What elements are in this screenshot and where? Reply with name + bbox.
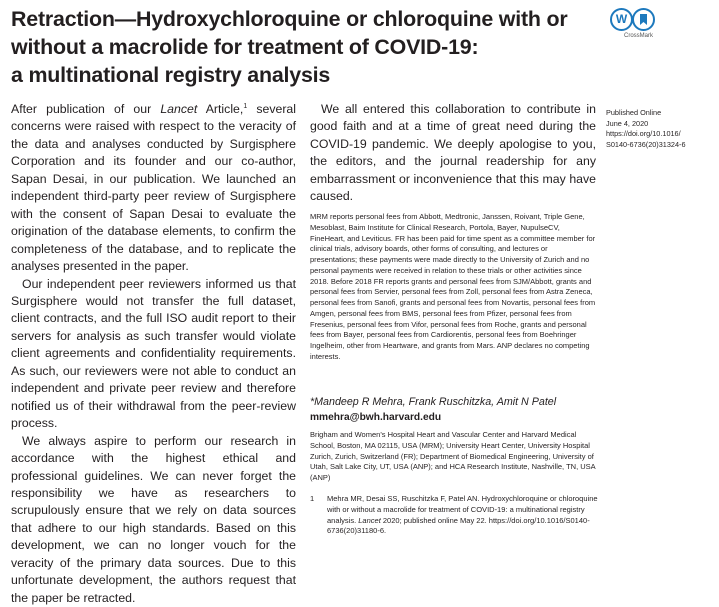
article-title — [11, 5, 596, 89]
reference-journal: Lancet — [358, 515, 381, 525]
title-line-3: a multinational registry analysis — [11, 63, 331, 87]
crossmark-badge[interactable] — [608, 8, 662, 48]
author-affiliations: Brigham and Women's Hospital Heart and Vascular Center and Harvard Medical School, Boston, MA 02115, USA (MRM); University Heart Center, University Hospital Zurich, Zurich, Switzerland (FR); Department of Biomedical Engineering, University of Utah, Salt Lake City, UT, USA (ANP); and HCA Research Institute, Nashville, TN, USA (ANP) — [310, 430, 596, 482]
body-paragraph-3: We always aspire to perform our research in accordance with the highest ethical and professional guidelines. We can never forget the responsibility we have as researchers to scrupulously ensure that we rely on data sources that adhere to our high standards. Based on this development, we can no longer vouch for the veracity of the primary data sources. Due to this unfortunate development, the authors request that the paper be retracted. — [11, 433, 296, 605]
published-date: June 4, 2020 — [606, 118, 649, 128]
journal-name: Lancet — [160, 102, 198, 116]
body-column-2 — [310, 101, 596, 206]
citation-marker[interactable]: 1 — [243, 102, 248, 110]
body-paragraph-1: After publication of our Lancet Article,$^1$ several concerns were raised with respect to the veracity of the data and analyses conducted by Surgisphere Corporation and its founder and our co-author, Sapan Desai, in our publication. We launched an independent third-party peer review of Surgisphere with the consent of Sapan Desai to evaluate the origination of the database elements, to confirm the completeness of the database, and to replicate the analyses presented in the paper. — [11, 102, 296, 274]
body-paragraph-4: We all entered this collaboration to contribute in good faith and at a time of great need during the COVID-19 pandemic. We deeply apologise to you, the editors, and the journal readership for any embarrassment or inconvenience that this may have caused. — [310, 102, 596, 204]
reference-number: 1 — [310, 494, 315, 503]
title-line-1: Retraction—Hydroxychloroquine or chloroquine with or — [11, 7, 568, 31]
corresponding-email[interactable]: mmehra@bwh.harvard.edu — [310, 412, 442, 423]
published-online-label: Published Online — [606, 108, 662, 117]
title-line-2: without a macrolide for treatment of COVID-19: — [11, 35, 479, 59]
competing-interests: MRM reports personal fees from Abbott, Medtronic, Janssen, Roivant, Triple Gene, Mesoblast, Baim Institute for Clinical Research, Portola, Bayer, NupulseCV, FineHeart, and Leviticus. FR has been paid for time spent as a committee member for clinical trials, advisory boards, other forms of consulting, and lectures or presentations; these payments were made directly to the University of Zurich and no personal payments were received in relation to these trials or other activities since 2018. Before 2018 FR reports grants and personal fees from SJM/Abbott, grants and personal fees from Servier, personal fees from Zoll, personal fees from Astra Zeneca, personal fees from Sanofi, grants and personal fees from Novartis, personal fees from Amgen, personal fees from BMS, personal fees from Pfizer, personal fees from Fresenius, personal fees from Vifor, personal fees from Roche, grants and personal fees from Bayer, personal fees from Cardiorentis, personal fees from Boehringer Ingelheim, other from Heartware, and grants from Mars. ANP declares no competing interests. — [310, 212, 596, 361]
crossmark-left-icon: W — [610, 8, 633, 31]
publication-info — [606, 108, 716, 150]
reference-text: Mehra MR, Desai SS, Ruschitzka F, Patel AN. Hydroxychloroquine or chloroquine with or without a macrolide for treatment of COVID-19: a multinational registry analysis. Lancet 2020; published online May 22. https://doi.org/10.1016/S0140-6736(20)31180-6. — [327, 494, 598, 536]
body-column-1 — [11, 101, 296, 607]
crossmark-label: CrossMark — [624, 33, 654, 39]
crossmark-bookmark-icon — [632, 8, 655, 31]
doi-link-line-2[interactable]: S0140-6736(20)31324-6 — [606, 139, 686, 149]
body-paragraph-2: Our independent peer reviewers informed us that Surgisphere would not transfer the full dataset, client contracts, and the full ISO audit report to their servers for analysis as such transfer would violate client agreements and confidentiality requirements. As such, our reviewers were not able to conduct an independent and private peer review and therefore notified us of their withdrawal from the peer-review process. — [11, 276, 296, 431]
doi-link-line-1[interactable]: https://doi.org/10.1016/ — [606, 129, 681, 139]
author-list: *Mandeep R Mehra, Frank Ruschitzka, Amit N Patel — [310, 396, 557, 408]
